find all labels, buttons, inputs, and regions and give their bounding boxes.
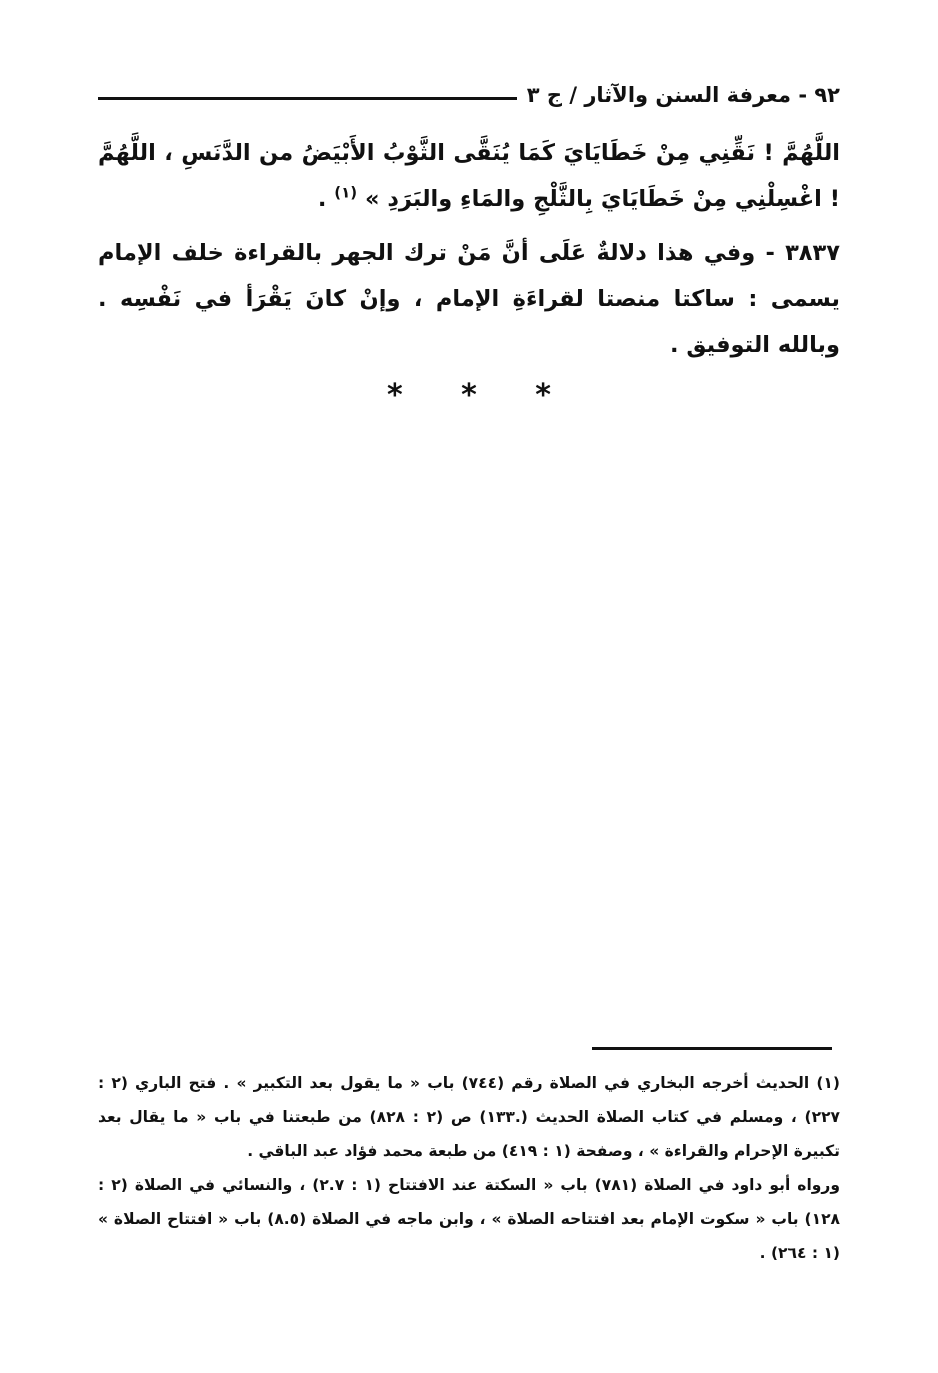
- page-header: [98, 78, 840, 112]
- hadith-paragraph: [98, 130, 840, 222]
- commentary-paragraph: ٣٨٣٧ - وفي هذا دلالةٌ عَلَى أنَّ مَنْ ترك الجهر بالقراءة خلف الإمام يسمى : ساكتا منصتا لقراءَةِ الإمام ، وإنْ كانَ يَقْرَأ في نَفْسِه . وبالله التوفيق .: [98, 240, 840, 358]
- header-rule: [98, 97, 517, 100]
- asterisk-icon: *: [535, 378, 551, 413]
- footnote-rule: [592, 1047, 832, 1050]
- running-header-title: ٩٢ - معرفة السنن والآثار / ج ٣: [526, 83, 840, 107]
- main-text: [98, 130, 840, 368]
- footnote-reference: (١): [334, 183, 358, 202]
- footnotes: [98, 1066, 840, 1270]
- hadith-text: اللَّهُمَّ ! نَقِّنِي مِنْ خَطَايَايَ كَمَا يُنَقَّى الثَّوْبُ الأَبْيَضُ من الدَّنَسِ ، اللَّهُمَّ ! اغْسِلْنِي مِنْ خَطَايَايَ بِالثَّلْجِ والمَاءِ والبَرَدِ »: [98, 140, 840, 212]
- footnote-1: (١) الحديث أخرجه البخاري في الصلاة رقم (٧٤٤) باب « ما يقول بعد التكبير » . فتح الباري (٢ : ٢٢٧) ، ومسلم في كتاب الصلاة الحديث (.١٣٣) ص (٢ : ٨٢٨) من طبعتنا في باب « ما يقال بعد تكبيرة الإحرام والقراءة » ، وصفحة (١ : ٤١٩) من طبعة محمد فؤاد عبد الباقي .: [98, 1074, 840, 1160]
- footnote-1-continued: ورواه أبو داود في الصلاة (٧٨١) باب « السكتة عند الافتتاح (١ : ٢.٧) ، والنسائي في الصلاة (٢ : ١٢٨) باب « سكوت الإمام بعد افتتاحه الصلاة » ، وابن ماجه في الصلاة (٨.٥) باب « افتتاح الصلاة » (١ : ٢٦٤) .: [98, 1176, 840, 1262]
- hadith-end: .: [317, 186, 335, 212]
- asterisk-icon: *: [386, 378, 403, 413]
- asterisk-icon: *: [461, 378, 477, 413]
- section-separator: [0, 378, 938, 413]
